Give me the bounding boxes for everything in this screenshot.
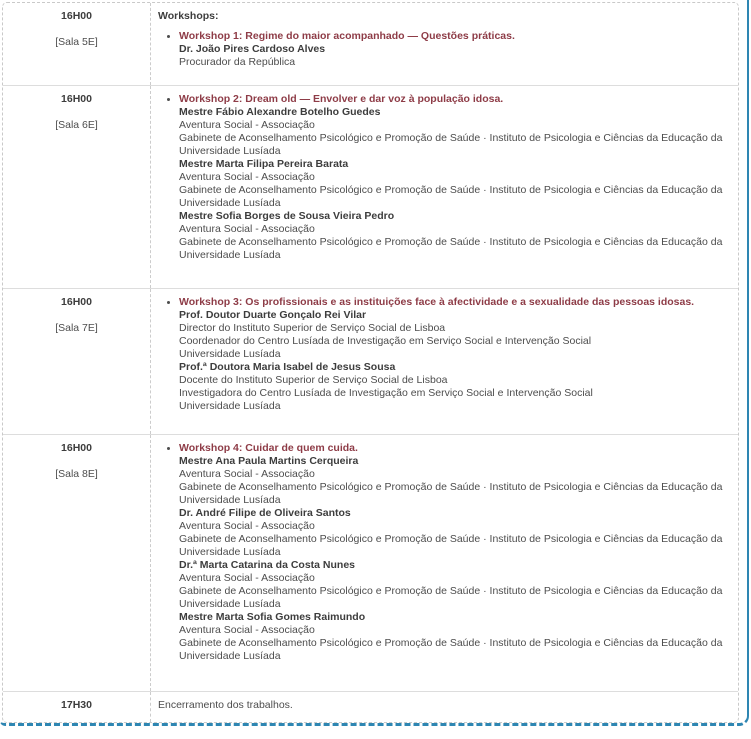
speaker-affiliation-line: Gabinete de Aconselhamento Psicológico e Promoção de Saúde · Instituto de Psicologia e Ciências da Educação da (179, 481, 723, 493)
speaker-affiliation-line: Gabinete de Aconselhamento Psicológico e Promoção de Saúde · Instituto de Psicologia e Ciências da Educação da (179, 236, 723, 248)
workshop-list (158, 93, 732, 262)
speaker-name: Mestre Fábio Alexandre Botelho Guedes (179, 106, 381, 118)
speaker-affiliation-line: Gabinete de Aconselhamento Psicológico e Promoção de Saúde · Instituto de Psicologia e Ciências da Educação da (179, 184, 723, 196)
time-cell (3, 435, 151, 691)
speaker-name: Mestre Marta Sofia Gomes Raimundo (179, 611, 366, 623)
speaker-name: Prof.ª Doutora Maria Isabel de Jesus Sousa (179, 361, 396, 373)
speaker-affiliation-line: Universidade Lusíada (179, 598, 281, 610)
schedule-table (2, 2, 739, 723)
speaker-affiliation-line: Universidade Lusíada (179, 494, 281, 506)
speaker-affiliation-line: Universidade Lusíada (179, 546, 281, 558)
speaker-affiliation-line: Aventura Social - Associação (179, 468, 315, 480)
speaker-affiliation-line: Gabinete de Aconselhamento Psicológico e Promoção de Saúde · Instituto de Psicologia e Ciências da Educação da (179, 132, 723, 144)
time-label: 16H00 (61, 10, 92, 22)
time-label: 16H00 (61, 296, 92, 308)
room-label: [Sala 6E] (55, 119, 98, 131)
workshop-list (158, 442, 732, 663)
time-label: 16H00 (61, 442, 92, 454)
speaker-name: Mestre Sofia Borges de Sousa Vieira Pedro (179, 210, 395, 222)
workshop-item (179, 30, 732, 69)
workshop-item (179, 93, 732, 262)
speaker-affiliation-line: Aventura Social - Associação (179, 520, 315, 532)
workshop-title: • Workshop 2: Dream old — Envolver e dar voz à população idosa. (179, 93, 504, 105)
workshop-title: • Workshop 3: Os profissionais e as instituições face à afectividade e a sexualidade das pessoas idosas. (179, 296, 695, 308)
speaker-affiliation-line: Aventura Social - Associação (179, 171, 315, 183)
speaker-affiliation-line: Investigadora do Centro Lusíada de Investigação em Serviço Social e Intervenção Social (179, 387, 593, 399)
speaker-affiliation-line: Aventura Social - Associação (179, 572, 315, 584)
workshop-item (179, 296, 732, 413)
speaker-affiliation-line: Aventura Social - Associação (179, 119, 315, 131)
speaker-affiliation-line: Director do Instituto Superior de Serviço Social de Lisboa (179, 322, 446, 334)
speaker-name: Dr.ª Marta Catarina da Costa Nunes (179, 559, 356, 571)
workshop-item (179, 442, 732, 663)
speaker-name: Prof. Doutor Duarte Gonçalo Rei Vilar (179, 309, 367, 321)
time-cell (3, 86, 151, 288)
speaker-affiliation-line: Procurador da República (179, 56, 296, 68)
room-label: [Sala 7E] (55, 322, 98, 334)
schedule-row (3, 691, 738, 722)
speaker-affiliation-line: Universidade Lusíada (179, 400, 281, 412)
schedule-row (3, 85, 738, 288)
room-label: [Sala 5E] (55, 36, 98, 48)
speaker-affiliation-line: Aventura Social - Associação (179, 624, 315, 636)
speaker-name: Mestre Ana Paula Martins Cerqueira (179, 455, 359, 467)
speaker-affiliation-line: Coordenador do Centro Lusíada de Investigação em Serviço Social e Intervenção Social (179, 335, 592, 347)
speaker-affiliation-line: Docente do Instituto Superior de Serviço Social de Lisboa (179, 374, 448, 386)
time-label: 17H30 (61, 699, 92, 711)
time-cell (3, 289, 151, 434)
workshop-list (158, 30, 732, 69)
speaker-affiliation-line: Gabinete de Aconselhamento Psicológico e Promoção de Saúde · Instituto de Psicologia e Ciências da Educação da (179, 533, 723, 545)
speaker-affiliation-line: Gabinete de Aconselhamento Psicológico e Promoção de Saúde · Instituto de Psicologia e Ciências da Educação da (179, 585, 723, 597)
content-cell (151, 3, 738, 85)
workshops-header: Workshops: (158, 10, 219, 22)
speaker-affiliation-line: Universidade Lusíada (179, 145, 281, 157)
speaker-affiliation-line: Universidade Lusíada (179, 197, 281, 209)
time-label: 16H00 (61, 93, 92, 105)
content-cell (151, 435, 738, 691)
speaker-name: Dr. André Filipe de Oliveira Santos (179, 507, 351, 519)
content-cell (151, 289, 738, 434)
content-cell (151, 86, 738, 288)
speaker-affiliation-line: Universidade Lusíada (179, 348, 281, 360)
speaker-affiliation-line: Universidade Lusíada (179, 249, 281, 261)
schedule-row (3, 434, 738, 691)
speaker-name: Mestre Marta Filipa Pereira Barata (179, 158, 349, 170)
workshop-title: • Workshop 1: Regime do maior acompanhado — Questões práticas. (179, 30, 515, 42)
schedule-row (3, 3, 738, 85)
workshop-title: • Workshop 4: Cuidar de quem cuida. (179, 442, 358, 454)
speaker-affiliation-line: Gabinete de Aconselhamento Psicológico e Promoção de Saúde · Instituto de Psicologia e Ciências da Educação da (179, 637, 723, 649)
speaker-affiliation-line: Universidade Lusíada (179, 650, 281, 662)
speaker-name: Dr. João Pires Cardoso Alves (179, 43, 326, 55)
room-label: [Sala 8E] (55, 468, 98, 480)
time-cell (3, 692, 151, 722)
content-cell (151, 692, 738, 722)
schedule-row (3, 288, 738, 434)
workshop-list (158, 296, 732, 413)
time-cell (3, 3, 151, 85)
closing-text: Encerramento dos trabalhos. (158, 699, 293, 711)
speaker-affiliation-line: Aventura Social - Associação (179, 223, 315, 235)
